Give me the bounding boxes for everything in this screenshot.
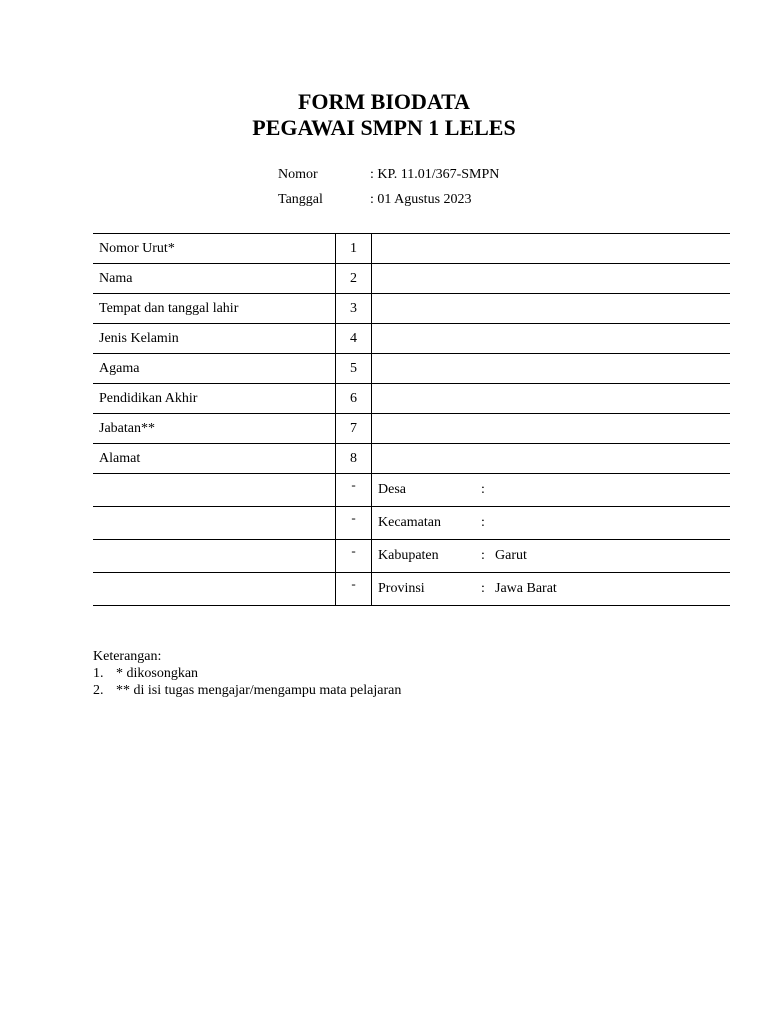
- field-number: 5: [336, 354, 372, 384]
- nomor-value: : KP. 11.01/367-SMPN: [370, 167, 500, 182]
- address-row: [93, 507, 730, 540]
- empty-cell: [93, 540, 336, 573]
- field-number: 8: [336, 444, 372, 474]
- form-title: FORM BIODATA: [297, 89, 471, 114]
- list-number: 2.: [93, 683, 104, 698]
- notes-heading: Keterangan:: [93, 649, 162, 664]
- list-text: * dikosongkan: [116, 666, 199, 681]
- address-colon: :: [481, 515, 485, 530]
- dash-mark: -: [336, 507, 372, 540]
- list-item: [93, 682, 401, 699]
- field-label: Jenis Kelamin: [93, 324, 336, 354]
- field-number: 6: [336, 384, 372, 414]
- field-label: Nomor Urut*: [93, 234, 336, 264]
- tanggal-label: Tanggal: [278, 192, 323, 207]
- field-label: Jabatan**: [93, 414, 336, 444]
- table-row: [93, 234, 730, 264]
- tanggal-value: : 01 Agustus 2023: [370, 192, 472, 207]
- address-kabupaten[interactable]: [372, 540, 731, 573]
- address-colon: :: [481, 482, 485, 497]
- address-value: Jawa Barat: [495, 581, 557, 596]
- field-value-nomor-urut[interactable]: [372, 234, 731, 264]
- table-row: [93, 384, 730, 414]
- nomor-label: Nomor: [278, 167, 318, 182]
- field-number: 4: [336, 324, 372, 354]
- empty-cell: [93, 507, 336, 540]
- address-label: Kecamatan: [378, 515, 441, 530]
- address-label: Kabupaten: [378, 548, 439, 563]
- empty-cell: [93, 573, 336, 606]
- field-number: 7: [336, 414, 372, 444]
- address-row: [93, 573, 730, 606]
- field-number: 2: [336, 264, 372, 294]
- form-subtitle: PEGAWAI SMPN 1 LELES: [252, 115, 516, 140]
- list-item: [93, 665, 401, 682]
- address-value: Garut: [495, 548, 527, 563]
- field-number: 3: [336, 294, 372, 324]
- field-label: Pendidikan Akhir: [93, 384, 336, 414]
- address-kecamatan[interactable]: [372, 507, 731, 540]
- empty-cell: [93, 474, 336, 507]
- table-row: [93, 444, 730, 474]
- field-value-alamat[interactable]: [372, 444, 731, 474]
- field-value-jenis-kelamin[interactable]: [372, 324, 731, 354]
- field-number: 1: [336, 234, 372, 264]
- list-text: ** di isi tugas mengajar/mengampu mata pelajaran: [116, 683, 402, 698]
- address-row: [93, 540, 730, 573]
- table-row: [93, 294, 730, 324]
- table-row: [93, 354, 730, 384]
- notes-section: [93, 648, 401, 699]
- nomor-line: [278, 166, 499, 184]
- table-row: [93, 264, 730, 294]
- address-desa[interactable]: [372, 474, 731, 507]
- field-value-nama[interactable]: [372, 264, 731, 294]
- list-number: 1.: [93, 666, 104, 681]
- field-value-jabatan[interactable]: [372, 414, 731, 444]
- field-label: Alamat: [93, 444, 336, 474]
- dash-mark: -: [336, 540, 372, 573]
- field-value-agama[interactable]: [372, 354, 731, 384]
- field-value-ttl[interactable]: [372, 294, 731, 324]
- field-label: Agama: [93, 354, 336, 384]
- table-row: [93, 414, 730, 444]
- dash-mark: -: [336, 474, 372, 507]
- table-row: [93, 324, 730, 354]
- address-row: [93, 474, 730, 507]
- biodata-table: [93, 233, 730, 606]
- address-label: Desa: [378, 482, 406, 497]
- field-label: Tempat dan tanggal lahir: [93, 294, 336, 324]
- field-label: Nama: [93, 264, 336, 294]
- address-provinsi[interactable]: [372, 573, 731, 606]
- address-colon: :: [481, 548, 485, 563]
- address-colon: :: [481, 581, 485, 596]
- dash-mark: -: [336, 573, 372, 606]
- tanggal-line: [278, 191, 472, 209]
- field-value-pendidikan[interactable]: [372, 384, 731, 414]
- address-label: Provinsi: [378, 581, 425, 596]
